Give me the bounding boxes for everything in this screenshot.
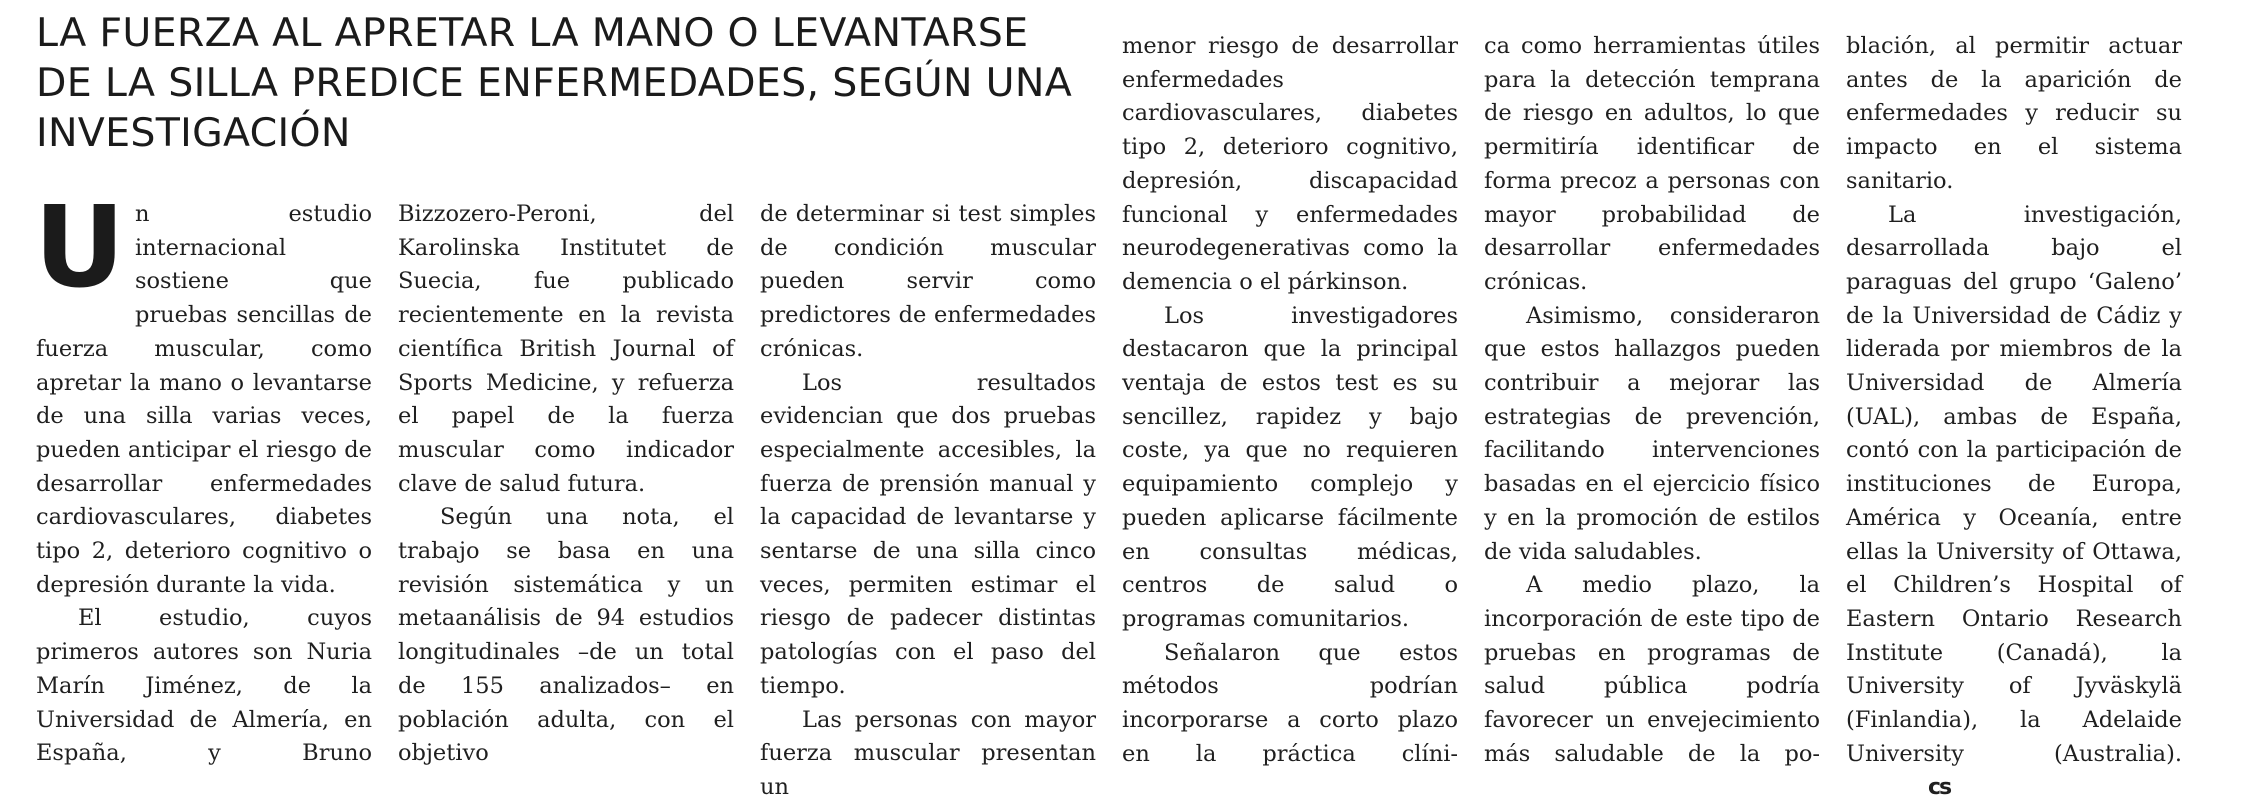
article-column-3 [760, 198, 1096, 805]
paragraph: ca como herramientas útiles para la detección temprana de riesgo en adultos, lo que permitiría identificar de forma precoz a personas con mayor probabilidad de desarrollar enfermedades crónicas. [1484, 33, 1820, 295]
paragraph: blación, al permitir actuar antes de la aparición de enfermedades y reducir su impacto en el sistema sanitario. [1846, 33, 2182, 194]
paragraph [1846, 199, 2182, 805]
paragraph: Las personas con mayor fuerza muscular presentan un [760, 706, 1096, 800]
article-column-6 [1846, 30, 2182, 805]
end-of-article-mark: cs [1928, 775, 1951, 801]
paragraph: Los resultados evidencian que dos pruebas especialmente accesibles, la fuerza de prensión manual y la capacidad de levantarse y sentarse de una silla cinco veces, permiten estimar el riesgo de padecer distintas patologías con el paso del tiempo. [760, 369, 1096, 699]
headline: LA FUERZA AL APRETAR LA MANO O LEVANTARSE DE LA SILLA PREDICE ENFERMEDADES, SEGÚN UNA INVESTIGACIÓN [36, 10, 1073, 156]
drop-cap: U [34, 183, 125, 313]
paragraph: menor riesgo de desarrollar enfermedades cardiovasculares, diabetes tipo 2, deterioro cognitivo, depresión, discapacidad funcional y enfermedades neurodegenerativas como la demencia o el párkinson. [1122, 33, 1458, 295]
paragraph-text: n estudio internacional sostiene que pruebas sencillas de fuerza muscular, como apretar la mano o levantarse de una silla varias veces, pueden anticipar el riesgo de desarrollar enfermedades cardiovasculares, diabetes tipo 2, deterioro cognitivo o depresión durante la vida. [36, 201, 372, 598]
paragraph: Los investigadores destacaron que la principal ventaja de estos test es su sencillez, rapidez y bajo coste, ya que no requieren equipamiento complejo y pueden aplicarse fácilmente en consultas médicas, centros de salud o programas comunitarios. [1122, 302, 1458, 632]
paragraph: de determinar si test simples de condición muscular pueden servir como predictores de enfermedades crónicas. [760, 201, 1096, 362]
paragraph: Asimismo, consideraron que estos hallazgos pueden contribuir a mejorar las estrategias de prevención, facilitando intervenciones basadas en el ejercicio físico y en la promoción de estilos de vida saludables. [1484, 302, 1820, 565]
paragraph [34, 183, 372, 602]
paragraph-text: La investigación, desarrollada bajo el paraguas del grupo ‘Galeno’ de la Universidad de Cádiz y liderada por miembros de la Universidad de Almería (UAL), ambas de España, contó con la participación de instituciones de Europa, América y Oceanía, entre ellas la University of Ottawa, el Children’s Hospital of Eastern Ontario Research Institute (Canadá), la University of Jyväskylä (Finlandia), la Adelaide University (Australia). [1846, 201, 2182, 767]
article-column-5 [1484, 30, 1820, 771]
paragraph: Según una nota, el trabajo se basa en una revisión sistemática y un metaanálisis de 94 estudios longitudinales –de un total de 155 analizados– en población adulta, con el objetivo [398, 504, 734, 767]
article-column-4 [1122, 30, 1458, 771]
paragraph: El estudio, cuyos primeros autores son Nuria Marín Jiménez, de la Universidad de Almería, en España, y Bruno [36, 605, 372, 767]
paragraph: Señalaron que estos métodos podrían incorporarse a corto plazo en la práctica clíni- [1122, 639, 1458, 767]
article-column-2 [398, 198, 734, 771]
paragraph: A medio plazo, la incorporación de este tipo de pruebas en programas de salud pública podría favorecer un envejecimiento más saludable de la po- [1484, 572, 1820, 767]
article-column-1 [34, 183, 372, 771]
paragraph: Bizzozero-Peroni, del Karolinska Institutet de Suecia, fue publicado recientemente en la revista científica British Journal of Sports Medicine, y refuerza el papel de la fuerza muscular como indicador clave de salud futura. [398, 201, 734, 497]
